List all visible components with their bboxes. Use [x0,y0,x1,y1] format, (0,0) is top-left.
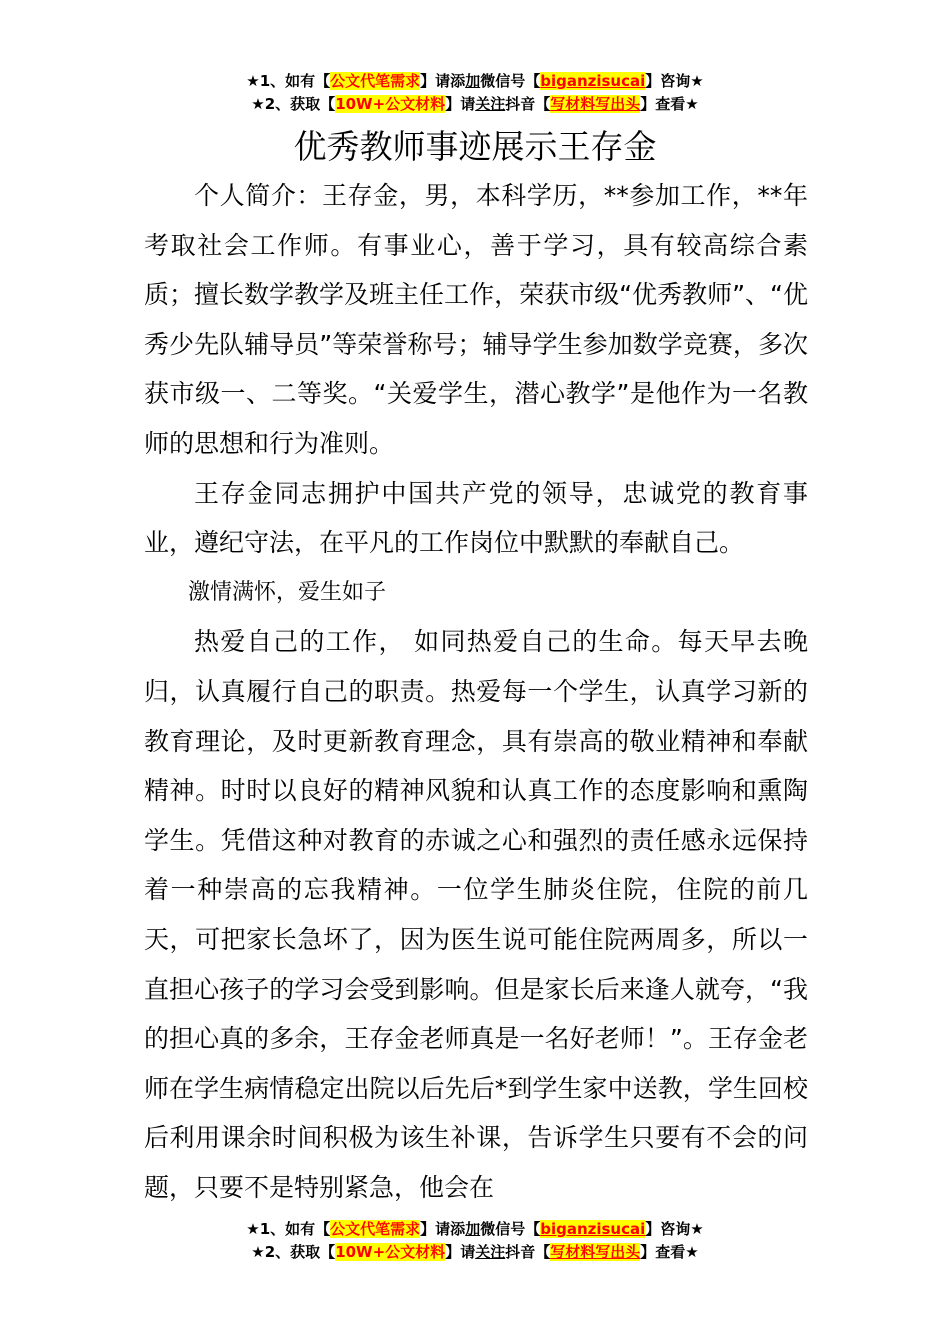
banner-text: 】咨询★ [645,1220,704,1238]
banner-highlight: 写材料写出头 [550,1243,641,1261]
banner-text: 关注 [475,1243,506,1261]
paragraph: 热爱自己的工作， 如同热爱自己的生命。每天早去晚归，认真履行自己的职责。热爱每一个学生，认真学习新的教育理论，及时更新教育理念，具有崇高的敬业精神和奉献精神。时时以良好的精神风貌和认真工作的态度影响和熏陶学生。凭借这种对教育的赤诚之心和强烈的责任感永远保持着一种崇高的忘我精神。一位学生肺炎住院，住院的前几天，可把家长急坏了，因为医生说可能住院两周多，所以一直担心孩子的学习会受到影响。但是家长后来逢人就夸，“我的担心真的多余，王存金老师真是一名好老师！”。王存金老师在学生病情稳定出院以后先后*到学生家中送教，学生回校后利用课余时间积极为该生补课，告诉学生只要有不会的问题，只要不是特别紧急，他会在 [144,627,808,1202]
banner-text: 微信号【 [480,72,541,90]
banner-highlight: 公文代笔需求 [330,1220,421,1238]
header-banner [0,70,950,116]
banner-text: 加 [465,72,481,90]
banner-text: 】查看★ [640,1243,699,1261]
document-title: 优秀教师事迹展示王存金 [293,127,657,166]
banner-highlight: biganzisucai [540,72,646,90]
banner-text: 】请添 [420,72,466,90]
banner-text: 】请添 [420,1220,466,1238]
banner-line-2 [0,1241,950,1264]
banner-line-2 [0,93,950,116]
footer-banner [0,1218,950,1264]
banner-line-1 [0,1218,950,1241]
banner-text: 】请 [445,1243,476,1261]
banner-text: ★1、如有【 [246,72,331,90]
paragraph: 个人简介：王存金，男，本科学历，**参加工作，**年考取社会工作师。有事业心，善于学习，具有较高综合素质；擅长数学教学及班主任工作，荣获市级“优秀教师”、“优秀少先队辅导员”等荣誉称号；辅导学生参加数学竞赛，多次获市级一、二等奖。“关爱学生，潜心教学”是他作为一名教师的思想和行为准则。 [144,181,808,458]
banner-text: 加 [465,1220,481,1238]
banner-highlight: 写材料写出头 [550,95,641,113]
banner-text: 】咨询★ [645,72,704,90]
banner-highlight: 10W+公文材料 [335,95,446,113]
document-body [144,171,808,1212]
banner-text: 关注 [475,95,506,113]
banner-highlight: biganzisucai [540,1220,646,1238]
banner-highlight: 10W+公文材料 [335,1243,446,1261]
banner-text: 】请 [445,95,476,113]
banner-text: ★1、如有【 [246,1220,331,1238]
banner-line-1 [0,70,950,93]
paragraph: 王存金同志拥护中国共产党的领导，忠诚党的教育事业，遵纪守法，在平凡的工作岗位中默默的奉献自己。 [144,478,808,558]
banner-text: 】查看★ [640,95,699,113]
banner-text: 抖音【 [505,95,551,113]
banner-text: 微信号【 [480,1220,541,1238]
banner-text: 抖音【 [505,1243,551,1261]
banner-highlight: 公文代笔需求 [330,72,421,90]
section-subheading: 激情满怀，爱生如子 [188,579,387,605]
banner-text: ★2、获取【 [251,1243,336,1261]
banner-text: ★2、获取【 [251,95,336,113]
